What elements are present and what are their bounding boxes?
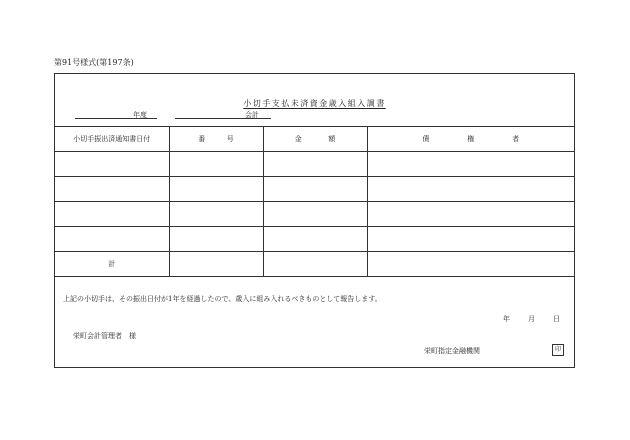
cell-number[interactable]: [169, 202, 263, 227]
cell-date[interactable]: [55, 152, 169, 177]
total-creditor[interactable]: [367, 252, 574, 277]
cell-date[interactable]: [55, 202, 169, 227]
table-row: [55, 227, 574, 252]
cell-creditor[interactable]: [367, 177, 574, 202]
addressee: 栄町会計管理者 様: [73, 332, 136, 340]
total-row: [55, 252, 574, 277]
header-creditor-char: 権: [467, 135, 475, 143]
table-row: [55, 152, 574, 177]
cell-creditor[interactable]: [367, 152, 574, 177]
date-month-label: 月: [528, 315, 535, 323]
header-amount-char: 金: [294, 135, 302, 143]
cell-amount[interactable]: [263, 202, 367, 227]
header-amount: [263, 127, 367, 152]
form-title-wrap: [55, 91, 574, 110]
header-number-char: 号: [226, 135, 234, 143]
cell-date[interactable]: [55, 177, 169, 202]
notice-text: 上記の小切手は、その振出日付が1年を経過したので、歳入に組み入れるべきものとして報告します。: [63, 295, 382, 303]
cell-number[interactable]: [169, 227, 263, 252]
table-row: [55, 202, 574, 227]
cell-amount[interactable]: [263, 227, 367, 252]
cell-creditor[interactable]: [367, 227, 574, 252]
cell-amount[interactable]: [263, 177, 367, 202]
cell-number[interactable]: [169, 177, 263, 202]
form-number: 第91号様式(第197条): [54, 58, 134, 67]
cell-amount[interactable]: [263, 152, 367, 177]
cell-date[interactable]: [55, 227, 169, 252]
cell-creditor[interactable]: [367, 202, 574, 227]
header-amount-char: 額: [328, 135, 336, 143]
header-creditor-char: 者: [512, 135, 520, 143]
bank-name: 栄町指定金融機関: [424, 347, 480, 355]
total-label: 計: [55, 252, 169, 277]
total-amount[interactable]: [263, 252, 367, 277]
header-creditor-char: 債: [422, 135, 430, 143]
header-creditor: [367, 127, 574, 152]
date-day-label: 日: [553, 315, 560, 323]
table-header-row: [55, 127, 574, 152]
header-number-char: 番: [198, 135, 206, 143]
form-frame: [54, 73, 575, 368]
report-date: [503, 314, 560, 324]
fiscal-year-label: 年度: [133, 111, 147, 119]
account-label: 会計: [245, 111, 259, 119]
ledger-table: [55, 126, 574, 277]
total-number[interactable]: [169, 252, 263, 277]
date-year-label: 年: [503, 315, 510, 323]
seal-mark: 印: [552, 344, 564, 356]
table-row: [55, 177, 574, 202]
header-date: 小切手振出済通知書日付: [55, 127, 169, 152]
cell-number[interactable]: [169, 152, 263, 177]
header-number: [169, 127, 263, 152]
form-title: 小切手支払未済資金歳入組入調書: [243, 99, 386, 108]
